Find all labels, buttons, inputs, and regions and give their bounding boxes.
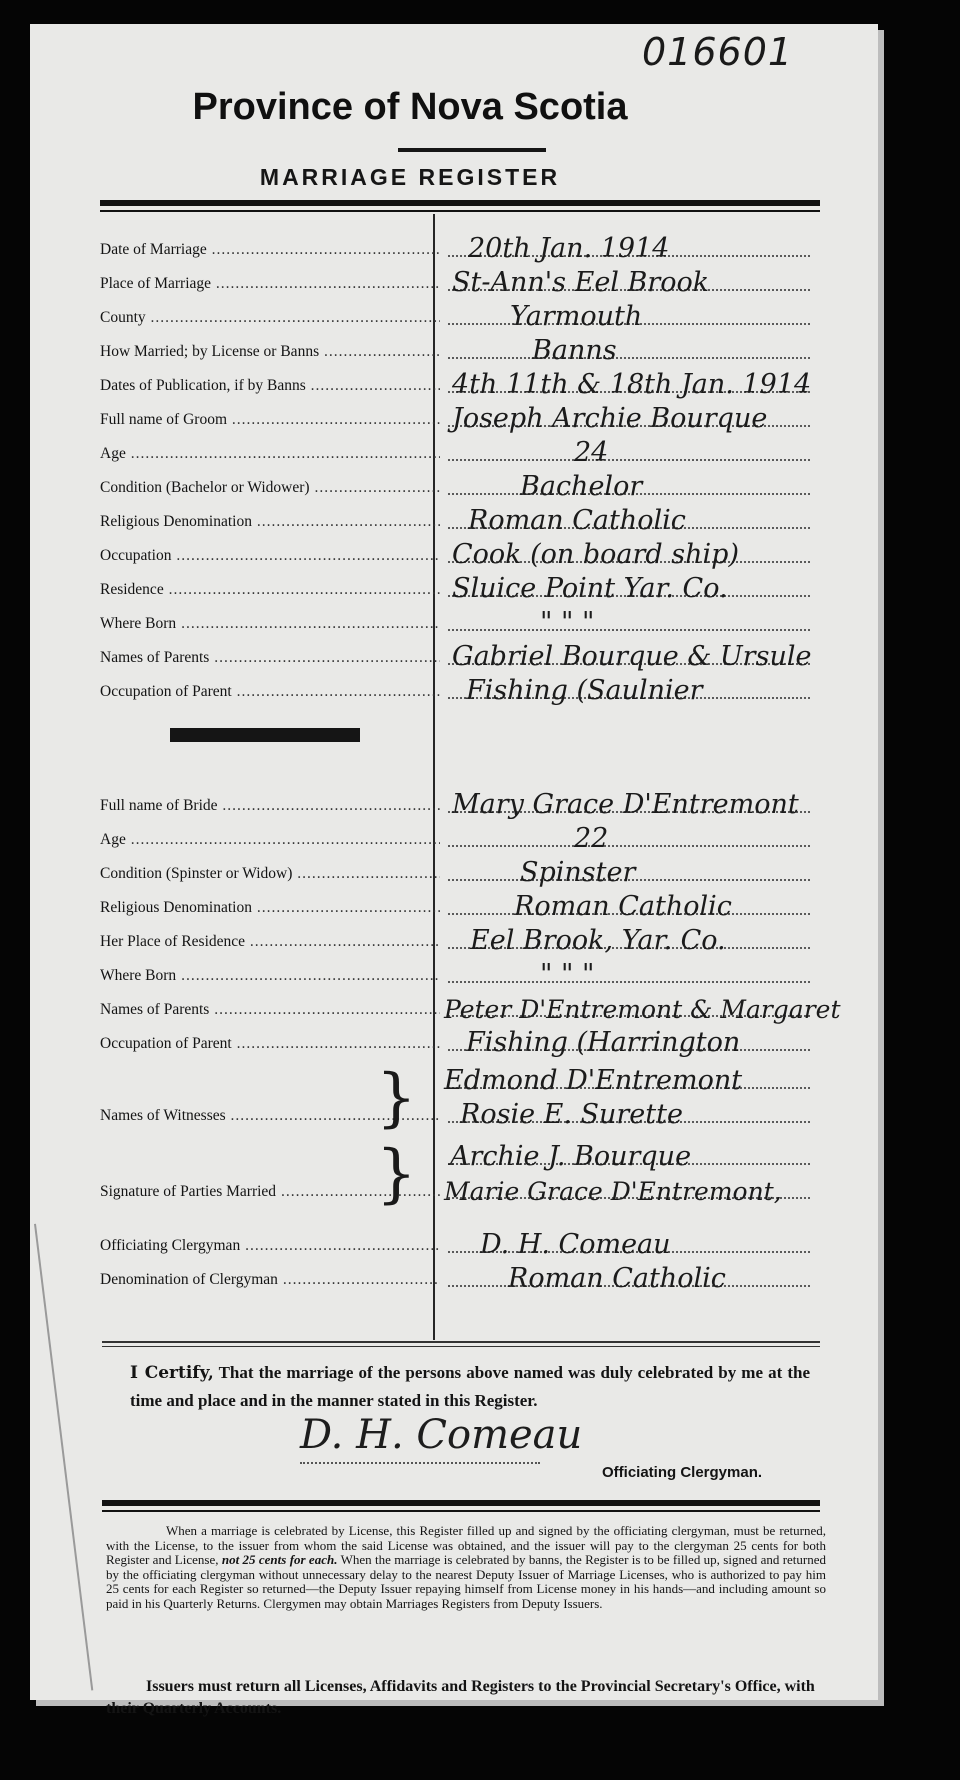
field-label: Where Born ..... bbox=[100, 967, 440, 985]
field-label: Occupation of Parent ..... bbox=[100, 1035, 440, 1053]
certify-body: That the marriage of the persons above named was duly celebrated by me at the time and place and in the manner stated in this Register. bbox=[130, 1363, 810, 1410]
field-row-bride-residence bbox=[100, 920, 810, 954]
field-label: Where Born ..... bbox=[100, 615, 440, 633]
instructions-paragraph bbox=[106, 1524, 826, 1611]
field-value: Eel Brook, Yar. Co. bbox=[470, 925, 726, 956]
form-title: Province of Nova Scotia bbox=[192, 86, 628, 128]
field-row-groom-religion bbox=[100, 500, 810, 534]
field-value: 4th 11th & 18th Jan. 1914 bbox=[452, 369, 812, 400]
field-row-bride-condition bbox=[100, 852, 810, 886]
field-label: Age ..... bbox=[100, 445, 440, 463]
field-value: St-Ann's Eel Brook bbox=[452, 267, 710, 298]
field-row-bride-religion bbox=[100, 886, 810, 920]
field-row-date-of-marriage bbox=[100, 228, 810, 262]
field-value: Edmond D'Entremont bbox=[444, 1065, 743, 1096]
field-row-groom-where-born bbox=[100, 602, 810, 636]
section-separator-bar bbox=[170, 728, 360, 742]
field-value: Gabriel Bourque & Ursule bbox=[452, 641, 812, 672]
section-rule bbox=[102, 1341, 820, 1343]
field-row-bride-name bbox=[100, 784, 810, 818]
field-row-witness-1 bbox=[100, 1060, 810, 1094]
field-value: 20th Jan. 1914 bbox=[468, 233, 670, 264]
header-rule bbox=[100, 200, 820, 206]
field-label: Condition (Spinster or Widow) ..... bbox=[100, 865, 440, 883]
field-row-groom-occupation bbox=[100, 534, 810, 568]
field-row-signature-parties bbox=[100, 1170, 810, 1204]
field-line bbox=[448, 845, 810, 847]
header-rule-thin bbox=[100, 210, 820, 212]
field-row-how-married bbox=[100, 330, 810, 364]
field-label: County ..... bbox=[100, 309, 440, 327]
field-row-county bbox=[100, 296, 810, 330]
field-value: Roman Catholic bbox=[508, 1263, 726, 1294]
field-value: Archie J. Bourque bbox=[450, 1141, 692, 1172]
form-subtitle: MARRIAGE REGISTER bbox=[259, 164, 561, 190]
field-label: How Married; by License or Banns ..... bbox=[100, 343, 440, 361]
field-label: Her Place of Residence ..... bbox=[100, 933, 440, 951]
field-label: Dates of Publication, if by Banns ..... bbox=[100, 377, 440, 395]
field-value: Fishing (Saulnier bbox=[466, 675, 703, 706]
field-row-groom-parent-occupation bbox=[100, 670, 810, 704]
signature-caption: Officiating Clergyman. bbox=[602, 1464, 763, 1481]
field-row-clergyman-denomination bbox=[100, 1258, 810, 1292]
field-label: Residence ..... bbox=[100, 581, 440, 599]
field-label: Date of Marriage ..... bbox=[100, 241, 440, 259]
field-row-groom-age bbox=[100, 432, 810, 466]
field-line bbox=[448, 459, 810, 461]
field-value: 22 bbox=[574, 823, 609, 854]
title-underline bbox=[398, 148, 546, 152]
field-label: Signature of Parties Married ..... bbox=[100, 1183, 440, 1201]
field-value: Roman Catholic bbox=[468, 505, 686, 536]
instructions-emphasis: not 25 cents for each. bbox=[221, 1552, 338, 1567]
field-label: Place of Marriage ..... bbox=[100, 275, 440, 293]
field-line bbox=[448, 357, 810, 359]
field-value: Cook (on board ship) bbox=[452, 539, 739, 570]
section-rule-thin bbox=[102, 1346, 820, 1347]
field-value: Peter D'Entremont & Margaret bbox=[444, 995, 841, 1024]
field-label: Officiating Clergyman ..... bbox=[100, 1237, 440, 1255]
field-value: Fishing (Harrington bbox=[466, 1027, 741, 1058]
field-label: Occupation ..... bbox=[100, 547, 440, 565]
field-line bbox=[448, 629, 810, 631]
field-row-bride-parent-occupation bbox=[100, 1022, 810, 1056]
brace-witnesses: } bbox=[376, 1061, 417, 1135]
field-row-dates-of-publication bbox=[100, 364, 810, 398]
field-row-groom-name bbox=[100, 398, 810, 432]
registration-number: 016601 bbox=[642, 30, 794, 74]
instructions-part-2: When the marriage is celebrated by banns, the Register is to be filled up, signed and returned by the officiating clergyman without unnecessary delay to the nearest Deputy Issuer of Marriage Licenses, who is authorized to pay him 25 cents for each Register so returned—the Deputy Issuer repaying himself from License money in his hands—and including amount so paid in his Quarterly Returns. Clergymen may obtain Marriages Registers from Deputy Issuers. bbox=[106, 1552, 827, 1611]
field-row-witnesses bbox=[100, 1094, 810, 1128]
field-label: Names of Parents ..... bbox=[100, 649, 440, 667]
signature-line bbox=[300, 1462, 540, 1464]
field-value: D. H. Comeau bbox=[480, 1229, 671, 1260]
certification-signature: D. H. Comeau bbox=[300, 1412, 583, 1458]
field-row-signature-groom bbox=[100, 1136, 810, 1170]
field-label: Condition (Bachelor or Widower) ..... bbox=[100, 479, 440, 497]
field-row-groom-residence bbox=[100, 568, 810, 602]
field-row-bride-parents bbox=[100, 988, 841, 1024]
field-row-place-of-marriage bbox=[100, 262, 810, 296]
field-value: Sluice Point Yar. Co. bbox=[452, 573, 728, 604]
field-value: Roman Catholic bbox=[514, 891, 732, 922]
field-value: " " " bbox=[540, 607, 595, 638]
field-row-groom-parents bbox=[100, 636, 810, 670]
field-label: Full name of Bride ..... bbox=[100, 797, 440, 815]
field-value: Yarmouth bbox=[510, 301, 643, 332]
certification-statement bbox=[130, 1359, 810, 1415]
field-value: Marie Grace D'Entremont, bbox=[444, 1177, 782, 1206]
certify-lead: I Certify, bbox=[130, 1363, 214, 1383]
instructions-part-1: When a marriage is celebrated by License, this Register filled up and signed by the officiating clergyman, must be returned, with the License, to the issuer from whom the said License was obtained, and the issuer will pay to the clergyman 25 cents for both Register and License, bbox=[106, 1523, 826, 1567]
brace-signatures: } bbox=[376, 1137, 417, 1211]
footer-rule-thin bbox=[102, 1510, 820, 1512]
field-label: Age ..... bbox=[100, 831, 440, 849]
field-label: Occupation of Parent ..... bbox=[100, 683, 440, 701]
field-row-groom-condition bbox=[100, 466, 810, 500]
field-value: Banns bbox=[532, 335, 617, 366]
field-row-bride-where-born bbox=[100, 954, 810, 988]
field-row-clergyman bbox=[100, 1224, 810, 1258]
field-value: Joseph Archie Bourque bbox=[452, 403, 768, 434]
field-label: Religious Denomination ..... bbox=[100, 513, 440, 531]
field-label: Full name of Groom ..... bbox=[100, 411, 440, 429]
field-value: 24 bbox=[574, 437, 609, 468]
field-label: Religious Denomination ..... bbox=[100, 899, 440, 917]
field-label: Names of Parents ..... bbox=[100, 1001, 440, 1019]
issuers-note: Issuers must return all Licenses, Affidavits and Registers to the Provincial Secretary's Office, with their Quarterly Accounts. bbox=[106, 1678, 815, 1717]
field-label: Denomination of Clergyman ..... bbox=[100, 1271, 440, 1289]
field-line bbox=[448, 981, 810, 983]
field-label: Names of Witnesses ..... bbox=[100, 1107, 440, 1125]
field-value: Mary Grace D'Entremont bbox=[452, 789, 799, 820]
field-value: " " " bbox=[540, 959, 595, 990]
marriage-register-form bbox=[30, 24, 878, 1717]
field-row-bride-age bbox=[100, 818, 810, 852]
footer-rule bbox=[102, 1500, 820, 1506]
field-value: Spinster bbox=[520, 857, 636, 888]
field-value: Rosie E. Surette bbox=[460, 1099, 683, 1130]
field-value: Bachelor bbox=[520, 471, 643, 502]
fold-line bbox=[34, 1224, 93, 1691]
